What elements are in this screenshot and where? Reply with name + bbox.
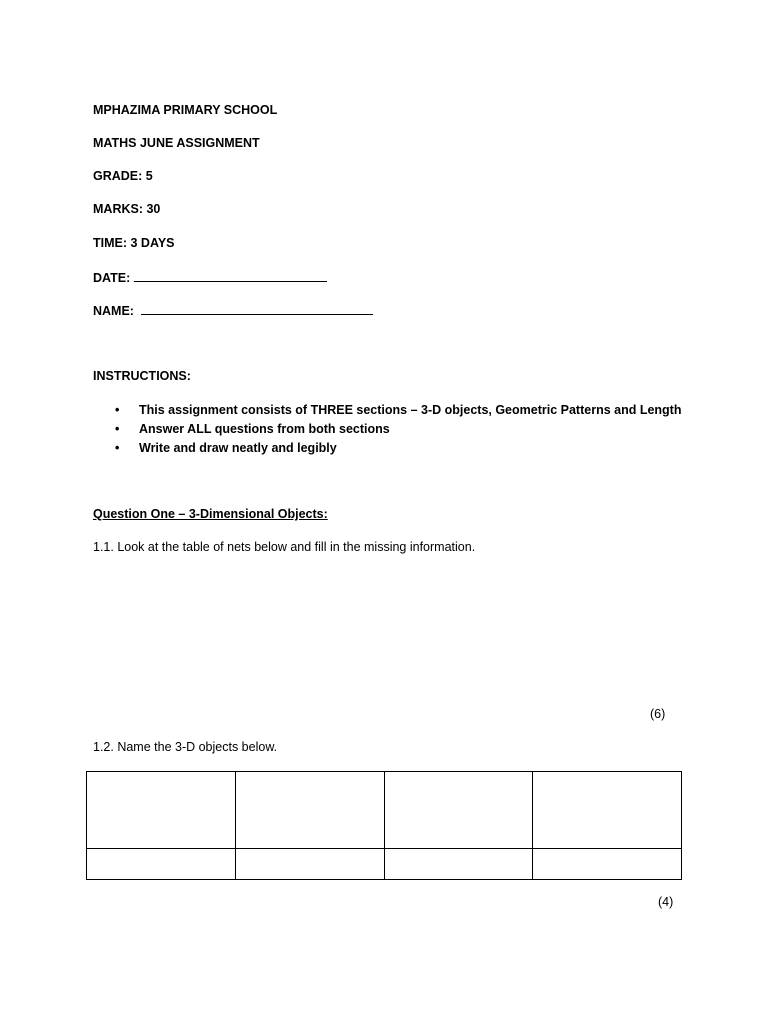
date-label: DATE: (93, 271, 131, 285)
assignment-title: MATHS JUNE ASSIGNMENT (93, 136, 260, 150)
instruction-text: Answer ALL questions from both sections (139, 422, 390, 436)
object-answer-cell[interactable] (87, 849, 236, 880)
list-item: • Answer ALL questions from both sections (115, 422, 390, 436)
question-1-1: 1.1. Look at the table of nets below and fill in the missing information. (93, 540, 476, 554)
list-item: • This assignment consists of THREE sections – 3-D objects, Geometric Patterns and Length (115, 403, 682, 417)
date-field[interactable] (134, 269, 327, 282)
object-answer-cell[interactable] (533, 849, 682, 880)
question-1-2-marks: (4) (658, 895, 674, 909)
question-1-2: 1.2. Name the 3-D objects below. (93, 740, 278, 754)
object-answer-cell[interactable] (384, 849, 533, 880)
name-label: NAME: (93, 304, 134, 318)
school-name: MPHAZIMA PRIMARY SCHOOL (93, 103, 278, 117)
object-image-cell (533, 772, 682, 849)
objects-table (86, 771, 682, 880)
object-image-cell (87, 772, 236, 849)
question-1-1-marks: (6) (650, 707, 666, 721)
name-line (93, 302, 373, 318)
time-line: TIME: 3 DAYS (93, 236, 175, 250)
instructions-list (93, 402, 681, 459)
instruction-text: Write and draw neatly and legibly (139, 441, 337, 455)
marks-line: MARKS: 30 (93, 202, 161, 216)
question-one-heading: Question One – 3-Dimensional Objects: (93, 507, 328, 521)
date-line (93, 269, 327, 285)
grade-line: GRADE: 5 (93, 169, 153, 183)
object-image-cell (235, 772, 384, 849)
instruction-text: This assignment consists of THREE sections – 3-D objects, Geometric Patterns and Length (139, 403, 682, 417)
name-field[interactable] (141, 302, 373, 315)
list-item: • Write and draw neatly and legibly (115, 441, 337, 455)
object-image-cell (384, 772, 533, 849)
instructions-heading: INSTRUCTIONS: (93, 369, 191, 383)
object-answer-cell[interactable] (235, 849, 384, 880)
